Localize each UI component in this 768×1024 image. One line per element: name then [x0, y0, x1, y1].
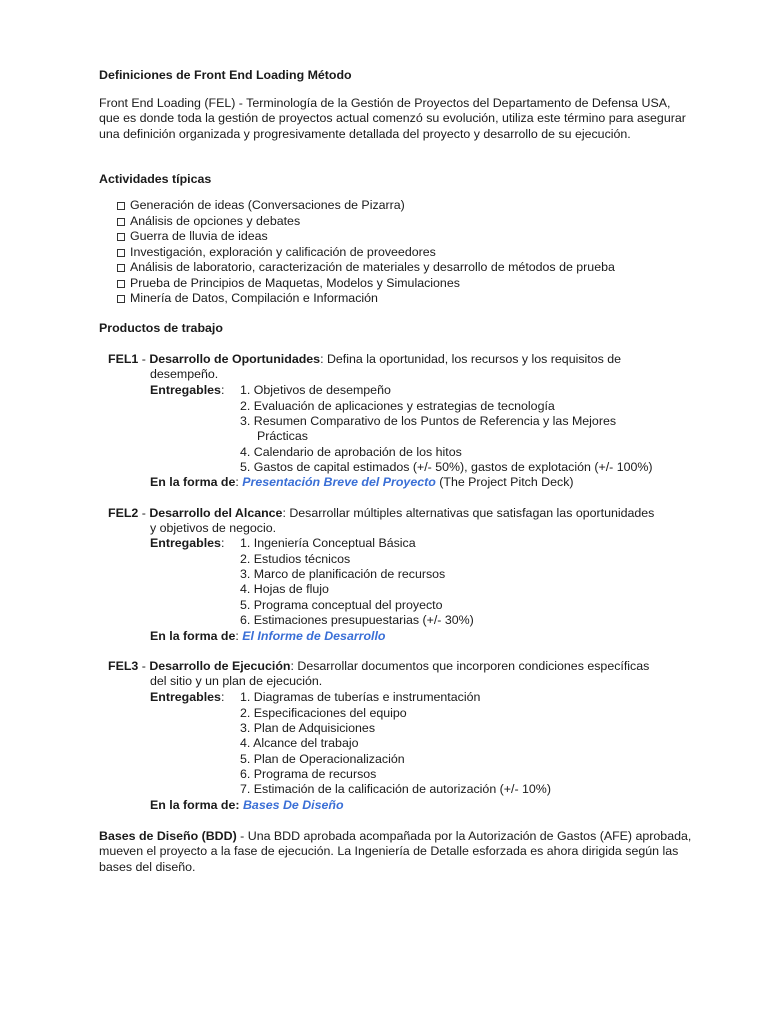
fel3-description-cont: del sitio y un plan de ejecución. — [150, 674, 323, 688]
fel2-description-cont: y objetivos de negocio. — [150, 521, 277, 535]
fel1-header: FEL1 - Desarrollo de Oportunidades: Defina la oportunidad, los recursos y los requisitos de — [108, 352, 622, 366]
fel1-form-link[interactable]: Presentación Breve del Proyecto — [242, 475, 436, 489]
fel3-deliverables-label: Entregables: — [150, 690, 225, 704]
list-item: 5. Plan de Operacionalización — [240, 752, 405, 766]
fel3-description: Desarrollar documentos que incorporen condiciones específicas — [297, 659, 650, 673]
activities-list — [117, 198, 717, 307]
list-item: 1. Diagramas de tuberías e instrumentación — [240, 690, 481, 704]
document-title: Definiciones de Front End Loading Método — [99, 68, 352, 82]
list-item-text: Generación de ideas (Conversaciones de Pizarra) — [130, 198, 405, 212]
fel3-header: FEL3 - Desarrollo de Ejecución: Desarrollar documentos que incorporen condiciones específicas — [108, 659, 650, 673]
list-item: 7. Estimación de la calificación de autorización (+/- 10%) — [240, 782, 551, 796]
intro-paragraph: Front End Loading (FEL) - Terminología de la Gestión de Proyectos del Departamento de Defensa USA, que es donde toda la gestión de proyectos actual comenzó su evolución, utiliza este término para asegurar una definición organizada y progresivamente detallada del proyecto y desarrollo de su ejecución. — [99, 96, 686, 141]
fel2-form: En la forma de: El Informe de Desarrollo — [150, 629, 386, 643]
bdd-term: Bases de Diseño (BDD) — [99, 829, 237, 843]
list-item-text: Análisis de laboratorio, caracterización de materiales y desarrollo de métodos de prueba — [130, 260, 615, 274]
fel1-form: En la forma de: Presentación Breve del Proyecto (The Project Pitch Deck) — [150, 475, 574, 489]
list-item — [117, 260, 717, 276]
list-item: 2. Evaluación de aplicaciones y estrategias de tecnología — [240, 399, 555, 413]
list-item-text: Prueba de Principios de Maquetas, Modelos y Simulaciones — [130, 275, 460, 290]
list-item-text: Guerra de lluvia de ideas — [130, 229, 268, 243]
checkbox-icon — [117, 249, 125, 257]
checkbox-icon — [117, 233, 125, 241]
fel1-description-cont: desempeño. — [150, 367, 219, 381]
fel1-code: FEL1 — [108, 352, 139, 366]
checkbox-icon — [117, 218, 125, 226]
checkbox-icon — [117, 264, 125, 272]
list-item — [117, 276, 717, 292]
fel3-form: En la forma de: Bases De Diseño — [150, 798, 344, 812]
checkbox-icon — [117, 202, 125, 210]
fel3-code: FEL3 — [108, 659, 139, 673]
list-item-text: Minería de Datos, Compilación e Información — [130, 291, 378, 305]
products-heading: Productos de trabajo — [99, 321, 223, 335]
list-item: 3. Marco de planificación de recursos — [240, 567, 446, 581]
list-item — [117, 198, 717, 214]
activities-heading: Actividades típicas — [99, 172, 212, 186]
fel2-header: FEL2 - Desarrollo del Alcance: Desarrollar múltiples alternativas que satisfagan las oportunidades — [108, 506, 655, 520]
list-item-text: Análisis de opciones y debates — [130, 213, 301, 228]
fel1-deliverables-label: Entregables: — [150, 383, 225, 397]
list-item: 1. Objetivos de desempeño — [240, 383, 391, 397]
fel2-code: FEL2 — [108, 506, 139, 520]
list-item: 4. Calendario de aprobación de los hitos — [240, 445, 462, 459]
fel2-deliverables-label: Entregables: — [150, 536, 225, 550]
list-item: 1. Ingeniería Conceptual Básica — [240, 536, 416, 550]
fel2-name: Desarrollo del Alcance — [149, 506, 283, 520]
list-item: 6. Programa de recursos — [240, 767, 377, 781]
checkbox-icon — [117, 295, 125, 303]
list-item-text: Investigación, exploración y calificación de proveedores — [130, 244, 436, 259]
list-item: 4. Hojas de flujo — [240, 582, 329, 596]
list-item — [117, 245, 717, 261]
fel1-name: Desarrollo de Oportunidades — [149, 352, 321, 366]
list-item — [117, 229, 717, 245]
list-item: 6. Estimaciones presupuestarias (+/- 30%) — [240, 613, 474, 627]
list-item: 5. Gastos de capital estimados (+/- 50%), gastos de explotación (+/- 100%) — [240, 460, 653, 474]
list-item: Prácticas — [257, 429, 308, 443]
fel3-name: Desarrollo de Ejecución — [149, 659, 291, 673]
fel2-form-link[interactable]: El Informe de Desarrollo — [242, 629, 386, 643]
checkbox-icon — [117, 280, 125, 288]
fel2-description: Desarrollar múltiples alternativas que satisfagan las oportunidades — [289, 506, 655, 520]
list-item: 2. Especificaciones del equipo — [240, 706, 407, 720]
list-item — [117, 214, 717, 230]
fel1-description: Defina la oportunidad, los recursos y los requisitos de — [326, 352, 622, 366]
bdd-text: - Una BDD aprobada acompañada por la Autorización de Gastos (AFE) aprobada, mueven el proyecto a la fase de ejecución. La Ingeniería de Detalle esforzada es ahora dirigida según las bases del diseño. — [99, 829, 692, 874]
list-item — [117, 291, 717, 307]
list-item: 5. Programa conceptual del proyecto — [240, 598, 443, 612]
list-item: 3. Resumen Comparativo de los Puntos de Referencia y las Mejores — [240, 414, 617, 428]
list-item: 3. Plan de Adquisiciones — [240, 721, 376, 735]
bdd-paragraph — [99, 829, 699, 875]
list-item: 2. Estudios técnicos — [240, 552, 351, 566]
fel3-form-link[interactable]: Bases De Diseño — [242, 798, 344, 812]
list-item: 4. Alcance del trabajo — [240, 736, 359, 750]
